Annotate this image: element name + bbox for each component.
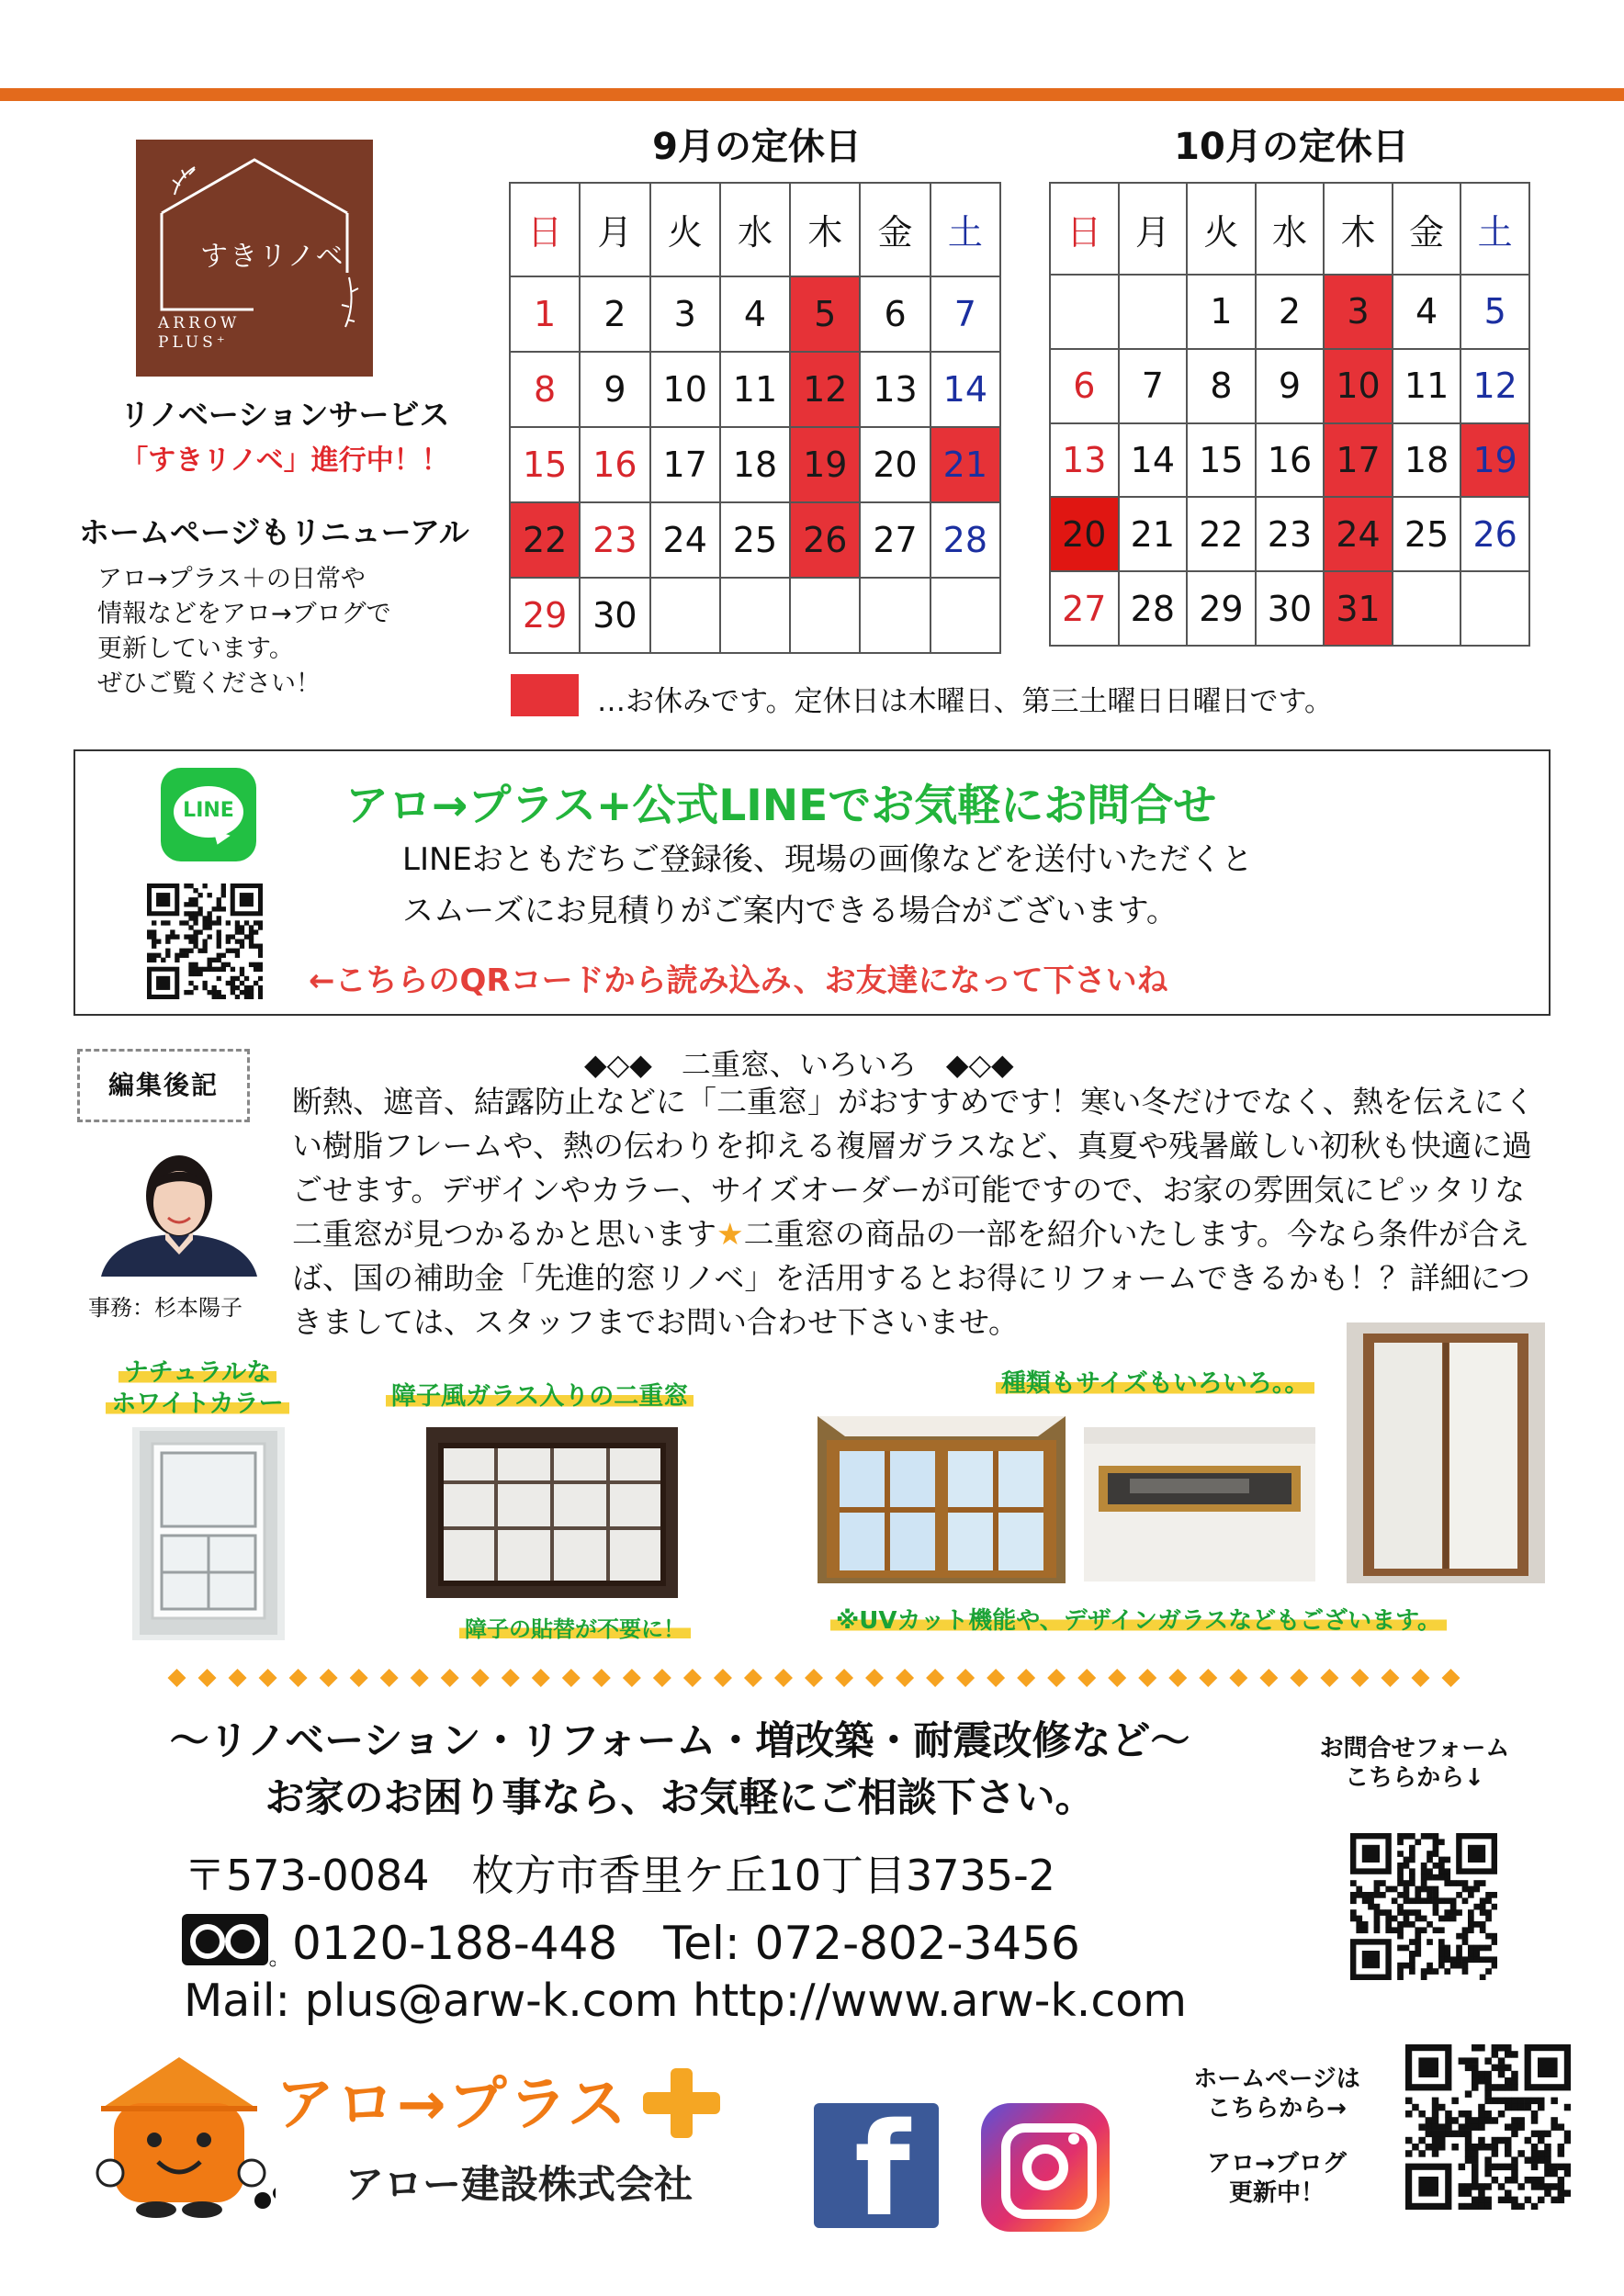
calendar-day-cell [650,578,720,653]
divider-diamond [380,1669,399,1687]
diamond-divider [162,1664,1466,1692]
calendar-day-cell: 6 [860,276,930,352]
calendar-day-cell: 8 [510,352,580,427]
calendar-week-row [510,276,1000,352]
weekday-cell: 金 [1393,183,1461,275]
divider-diamond [1411,1669,1429,1687]
divider-diamond [653,1669,671,1687]
calendar-day-cell: 18 [1393,423,1461,498]
weekday-cell: 金 [860,183,930,276]
calendar-day-cell: 15 [510,427,580,502]
calendar-day-cell: 24 [1324,497,1393,571]
contact-form-label: お問合せフォーム こちらから↓ [1319,1735,1510,1792]
divider-diamond [471,1669,490,1687]
calendar-day-cell: 2 [580,276,649,352]
calendar-day-cell: 5 [790,276,860,352]
calendar-day-cell [1050,275,1119,349]
calendar-day-cell: 3 [650,276,720,352]
company-name: アロー建設株式会社 [345,2162,694,2207]
calendar-day-cell [930,578,1000,653]
logo-sub-line-1: ARROW [158,314,241,332]
contact-form-qr-code-icon[interactable] [1350,1833,1497,1980]
editor-body [292,1080,1551,1345]
caption-natural-line-1: ナチュラルな [83,1357,312,1389]
calendar-day-cell: 28 [930,502,1000,578]
photo-small-horizontal-window [1084,1427,1315,1581]
calendar-day-cell: 9 [1256,349,1325,423]
divider-diamond [1047,1669,1066,1687]
line-heading: アロ→プラス+公式LINEでお気軽にお問合せ [345,781,1217,831]
divider-diamond [896,1669,914,1687]
calendar-day-cell: 12 [790,352,860,427]
facebook-icon[interactable] [814,2096,939,2245]
service-title: リノベーションサービス [119,397,450,433]
divider-diamond [683,1669,702,1687]
calendar-day-cell: 11 [1393,349,1461,423]
calendar-week-row [1050,423,1529,498]
calendar-day-cell: 26 [1460,497,1529,571]
caption-uv-cut: ※UVカット機能や、デザインガラスなどもございます。 [830,1602,1447,1636]
calendar-day-cell: 3 [1324,275,1393,349]
divider-diamond [229,1669,247,1687]
calendar-day-cell: 4 [1393,275,1461,349]
services-headline: ～リノベーション・リフォーム・増改築・耐震改修など～ [169,1718,1190,1764]
calendar-day-cell: 6 [1050,349,1119,423]
calendar-day-cell: 2 [1256,275,1325,349]
september-calendar-title: 9月の定休日 [652,126,862,168]
calendar-week-row [1050,349,1529,423]
weekday-cell: 水 [720,183,790,276]
weekday-cell: 日 [1050,183,1119,275]
photo-white-sash-window [132,1427,285,1640]
divider-diamond [926,1669,944,1687]
weekday-cell: 土 [1460,183,1529,275]
divider-diamond [956,1669,975,1687]
top-accent-bar [0,88,1624,101]
calendar-day-cell: 21 [930,427,1000,502]
plus-logo-icon [643,2068,720,2138]
line-icon-label: LINE [183,799,234,822]
calendar-day-cell: 17 [650,427,720,502]
divider-diamond [350,1669,368,1687]
calendar-day-cell [790,578,860,653]
line-bubble [174,786,243,838]
calendar-day-cell: 26 [790,502,860,578]
divider-diamond [532,1669,550,1687]
calendar-day-cell: 27 [1050,571,1119,646]
divider-diamond [502,1669,520,1687]
divider-diamond [259,1669,277,1687]
photo-wood-frame-window [818,1416,1066,1583]
line-body: LINEおともだちご登録後、現場の画像などを送付いただくと スムーズにお見積りがご案内できる場合がございます。 [402,841,1253,929]
october-calendar-title: 10月の定休日 [1174,126,1409,168]
weekday-cell: 日 [510,183,580,276]
calendar-day-cell: 7 [1119,349,1188,423]
divider-diamond [987,1669,1005,1687]
caption-natural-line-2: ホワイトカラー [83,1389,312,1420]
calendar-day-cell: 25 [720,502,790,578]
divider-diamond [441,1669,459,1687]
calendar-day-cell: 31 [1324,571,1393,646]
calendar-day-cell: 1 [510,276,580,352]
calendar-day-cell: 4 [720,276,790,352]
service-subtitle: 「すきリノベ」進行中！！ [120,445,449,477]
closed-day-legend-swatch [511,674,579,716]
divider-diamond [744,1669,762,1687]
divider-diamond [1320,1669,1338,1687]
divider-diamond [1381,1669,1399,1687]
staff-name: 事務：杉本陽子 [88,1295,242,1321]
closed-day-legend: …お休みです。定休日は木曜日、第三土曜日日曜日です。 [597,685,1334,718]
divider-diamond [1229,1669,1247,1687]
blog-label: アロ→ブログ 更新中！ [1207,2150,1347,2207]
calendar-day-cell [1119,275,1188,349]
calendar-day-cell: 27 [860,502,930,578]
calendar-week-row [1050,497,1529,571]
divider-diamond [774,1669,793,1687]
calendar-day-cell: 30 [1256,571,1325,646]
divider-diamond [1199,1669,1217,1687]
logo-sub-line-2: PLUS⁺ [158,333,229,352]
consult-headline: お家のお困り事なら、お気軽にご相談下さい。 [265,1775,1095,1821]
calendar-day-cell: 23 [580,502,649,578]
calendar-day-cell: 21 [1119,497,1188,571]
calendar-day-cell: 24 [650,502,720,578]
postal-address: 〒573-0084 枚方市香里ケ丘10丁目3735-2 [184,1851,1055,1900]
phone-numbers[interactable]: 0120-188-448 Tel: 072-802-3456 [292,1917,1080,1970]
divider-diamond [1168,1669,1187,1687]
homepage-qr-label: ホームページは こちらから→ [1193,2065,1360,2122]
calendar-day-cell: 30 [580,578,649,653]
weekday-cell: 木 [1324,183,1393,275]
weekday-cell: 月 [580,183,649,276]
staff-avatar [92,1139,266,1277]
divider-diamond [1350,1669,1369,1687]
calendar-day-cell [1460,571,1529,646]
calendar-day-cell: 29 [510,578,580,653]
instagram-lens [1022,2144,1068,2190]
homepage-title: ホームページもリニューアル [79,514,469,550]
facebook-glyph: f [854,2096,910,2245]
divider-diamond [714,1669,732,1687]
calendar-day-cell: 29 [1187,571,1256,646]
calendar-day-cell: 20 [860,427,930,502]
divider-diamond [1259,1669,1278,1687]
weekday-header-row [510,183,1000,276]
suki-renove-logo [136,140,373,377]
weekday-cell: 月 [1119,183,1188,275]
calendar-day-cell: 15 [1187,423,1256,498]
caption-variety: 種類もサイズもいろいろ。。 [996,1363,1314,1399]
calendar-day-cell: 7 [930,276,1000,352]
caption-natural-white [83,1357,312,1420]
calendar-day-cell [1393,571,1461,646]
weekday-cell: 木 [790,183,860,276]
calendar-day-cell: 13 [860,352,930,427]
divider-diamond [1108,1669,1126,1687]
weekday-cell: 火 [650,183,720,276]
calendar-day-cell [720,578,790,653]
calendar-week-row [1050,571,1529,646]
photo-shoji-style-window [426,1427,678,1598]
calendar-week-row [510,578,1000,653]
divider-diamond [1290,1669,1308,1687]
homepage-body: アロ→プラス＋の日常や 情報などをアロ→ブログで 更新しています。 ぜひご覧ください！ [97,565,391,698]
caption-shoji-window: 障子風ガラス入りの二重窓 [386,1376,694,1412]
weekday-cell: 火 [1187,183,1256,275]
divider-diamond [1017,1669,1035,1687]
divider-diamond [320,1669,338,1687]
calendar-day-cell: 18 [720,427,790,502]
instagram-icon[interactable] [981,2103,1110,2232]
calendar-day-cell: 11 [720,352,790,427]
calendar-day-cell: 1 [1187,275,1256,349]
divider-diamond [562,1669,581,1687]
calendar-day-cell: 19 [790,427,860,502]
editor-body-text-2: 二重窓の商品の一部を紹介いたします。今なら条件が合えば、国の補助金「先進的窓リノベ」を活用するとお得にリフォームできるかも！？詳細につきましては、スタッフまでお問い合わせ下さいませ。 [292,1216,1531,1340]
divider-diamond [623,1669,641,1687]
homepage-qr-code-icon[interactable] [1405,2044,1571,2210]
calendar-day-cell: 25 [1393,497,1461,571]
divider-diamond [805,1669,823,1687]
company-brand-name: アロ→プラス [276,2071,628,2139]
weekday-cell: 水 [1256,183,1325,275]
line-qr-code-icon[interactable] [147,884,263,999]
calendar-week-row [510,502,1000,578]
calendar-day-cell: 28 [1119,571,1188,646]
calendar-day-cell: 14 [1119,423,1188,498]
calendar-day-cell: 16 [580,427,649,502]
editor-body-text-1: 断熱、遮音、結露防止などに「二重窓」がおすすめです！寒い冬だけでなく、熱を伝えにくい樹脂フレームや、熱の伝わりを抑える複層ガラスなど、真夏や残暑厳しい初秋も快適に過ごせます。デザインやカラー、サイズオーダーが可能ですので、お家の雰囲気にピッタリな二重窓が見つかるかと思います [292,1084,1535,1252]
calendar-day-cell: 13 [1050,423,1119,498]
logo-subtitle [158,314,240,353]
instagram-dot [1068,2133,1079,2144]
editor-note-tag: 編集後記 [77,1049,250,1122]
calendar-week-row [510,352,1000,427]
calendar-day-cell: 8 [1187,349,1256,423]
calendar-day-cell: 5 [1460,275,1529,349]
calendar-day-cell: 9 [580,352,649,427]
weekday-cell: 土 [930,183,1000,276]
divider-diamond [865,1669,884,1687]
calendar-day-cell: 16 [1256,423,1325,498]
divider-diamond [1441,1669,1460,1687]
mail-and-website[interactable]: Mail: plus@arw-k.com http://www.arw-k.com [184,1975,1187,2027]
calendar-day-cell: 23 [1256,497,1325,571]
star-icon: ★ [716,1216,744,1252]
september-calendar [509,182,1001,654]
line-qr-instruction: ←こちらのQRコードから読み込み、お友達になって下さいね [309,962,1168,999]
calendar-day-cell: 12 [1460,349,1529,423]
divider-diamond [1077,1669,1096,1687]
free-dial-icon [180,1910,276,1969]
weekday-header-row [1050,183,1529,275]
calendar-day-cell: 19 [1460,423,1529,498]
calendar-day-cell: 17 [1324,423,1393,498]
october-calendar [1049,182,1530,647]
calendar-day-cell: 14 [930,352,1000,427]
calendar-day-cell: 20 [1050,497,1119,571]
line-icon[interactable] [161,768,256,861]
calendar-day-cell [860,578,930,653]
divider-diamond [198,1669,217,1687]
calendar-day-cell: 22 [1187,497,1256,571]
calendar-week-row [510,427,1000,502]
divider-diamond [835,1669,853,1687]
divider-diamond [289,1669,308,1687]
calendar-day-cell: 22 [510,502,580,578]
caption-shoji-note: 障子の貼替が不要に！ [459,1611,691,1643]
divider-diamond [592,1669,611,1687]
editor-title: ◆◇◆ 二重窓、いろいろ ◆◇◆ [584,1047,1014,1082]
photo-tall-door-window [1347,1322,1545,1583]
calendar-week-row [1050,275,1529,349]
divider-diamond [168,1669,186,1687]
divider-diamond [411,1669,429,1687]
divider-diamond [1138,1669,1156,1687]
calendar-day-cell: 10 [650,352,720,427]
calendar-day-cell: 10 [1324,349,1393,423]
logo-name: すきリノベ [200,241,345,273]
